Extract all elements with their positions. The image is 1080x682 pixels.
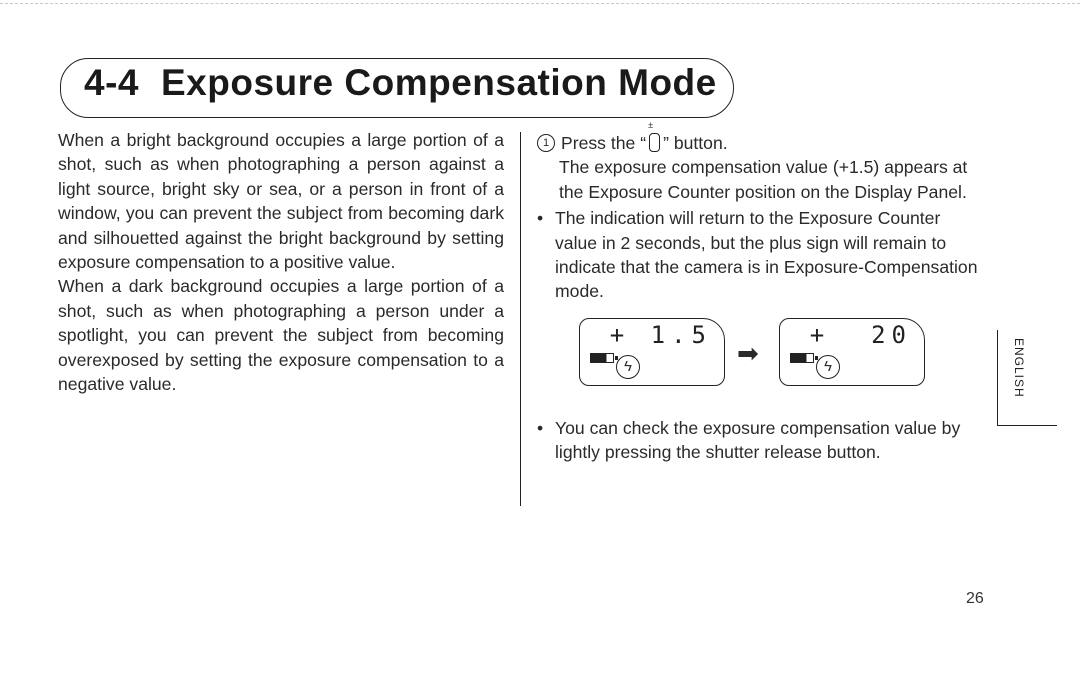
step-1-marker: 1 xyxy=(537,134,555,152)
language-tab xyxy=(997,330,1057,426)
lcd-panel-before xyxy=(579,318,725,386)
bullet-1-text: The indication will return to the Exposure Counter value in 2 seconds, but the plus sign will remain to indicate that the camera is in Exposure-Compensation mode. xyxy=(555,208,978,302)
lcd-readout-before: + 1.5 xyxy=(609,320,712,349)
lcd-readout-after: + 20 xyxy=(809,320,912,349)
step-1-instruction: Press the “± ” button. xyxy=(561,131,728,155)
step-1-detail: The exposure compensation value (+1.5) appears at the Exposure Counter position on the Display Panel. xyxy=(559,157,968,202)
page-number: 26 xyxy=(966,590,984,607)
flash-icon: ϟ xyxy=(816,355,840,379)
lcd-panel-after xyxy=(779,318,925,386)
battery-icon xyxy=(590,353,614,363)
right-column xyxy=(537,131,987,465)
column-divider xyxy=(520,132,521,506)
bullet-item-2 xyxy=(537,416,987,465)
left-column xyxy=(58,128,504,396)
section-number: 4-4 xyxy=(84,62,139,103)
bullet-item-1 xyxy=(537,206,987,304)
language-label: ENGLISH xyxy=(1012,338,1026,398)
flash-icon: ϟ xyxy=(616,355,640,379)
step-1 xyxy=(537,131,987,155)
right-arrow-icon: ➡ xyxy=(737,337,759,368)
bullet-2-text: You can check the exposure compensation value by lightly pressing the shutter release button. xyxy=(555,417,961,463)
exposure-compensation-button-icon xyxy=(649,133,660,152)
top-edge-rule xyxy=(0,3,1080,4)
bullet-dot: • xyxy=(537,208,544,229)
paragraph-bright-background: When a bright background occupies a large portion of a shot, such as when photographing a person against a light source, bright sky or sea, or a person in front of a window, you can prevent the subject from becoming dark and silhouetted against the bright background by setting exposure compensation to a positive value. xyxy=(58,130,504,273)
paragraph-dark-background: When a dark background occupies a large portion of a shot, such as when photographing a person under a spotlight, you can prevent the subject from becoming overexposed by setting the exposure compensation to a negative value. xyxy=(58,276,504,395)
bullet-dot: • xyxy=(537,417,544,438)
section-title-text: Exposure Compensation Mode xyxy=(160,62,717,103)
battery-icon xyxy=(790,353,814,363)
section-title xyxy=(84,62,717,104)
display-panel-illustration xyxy=(537,314,987,414)
